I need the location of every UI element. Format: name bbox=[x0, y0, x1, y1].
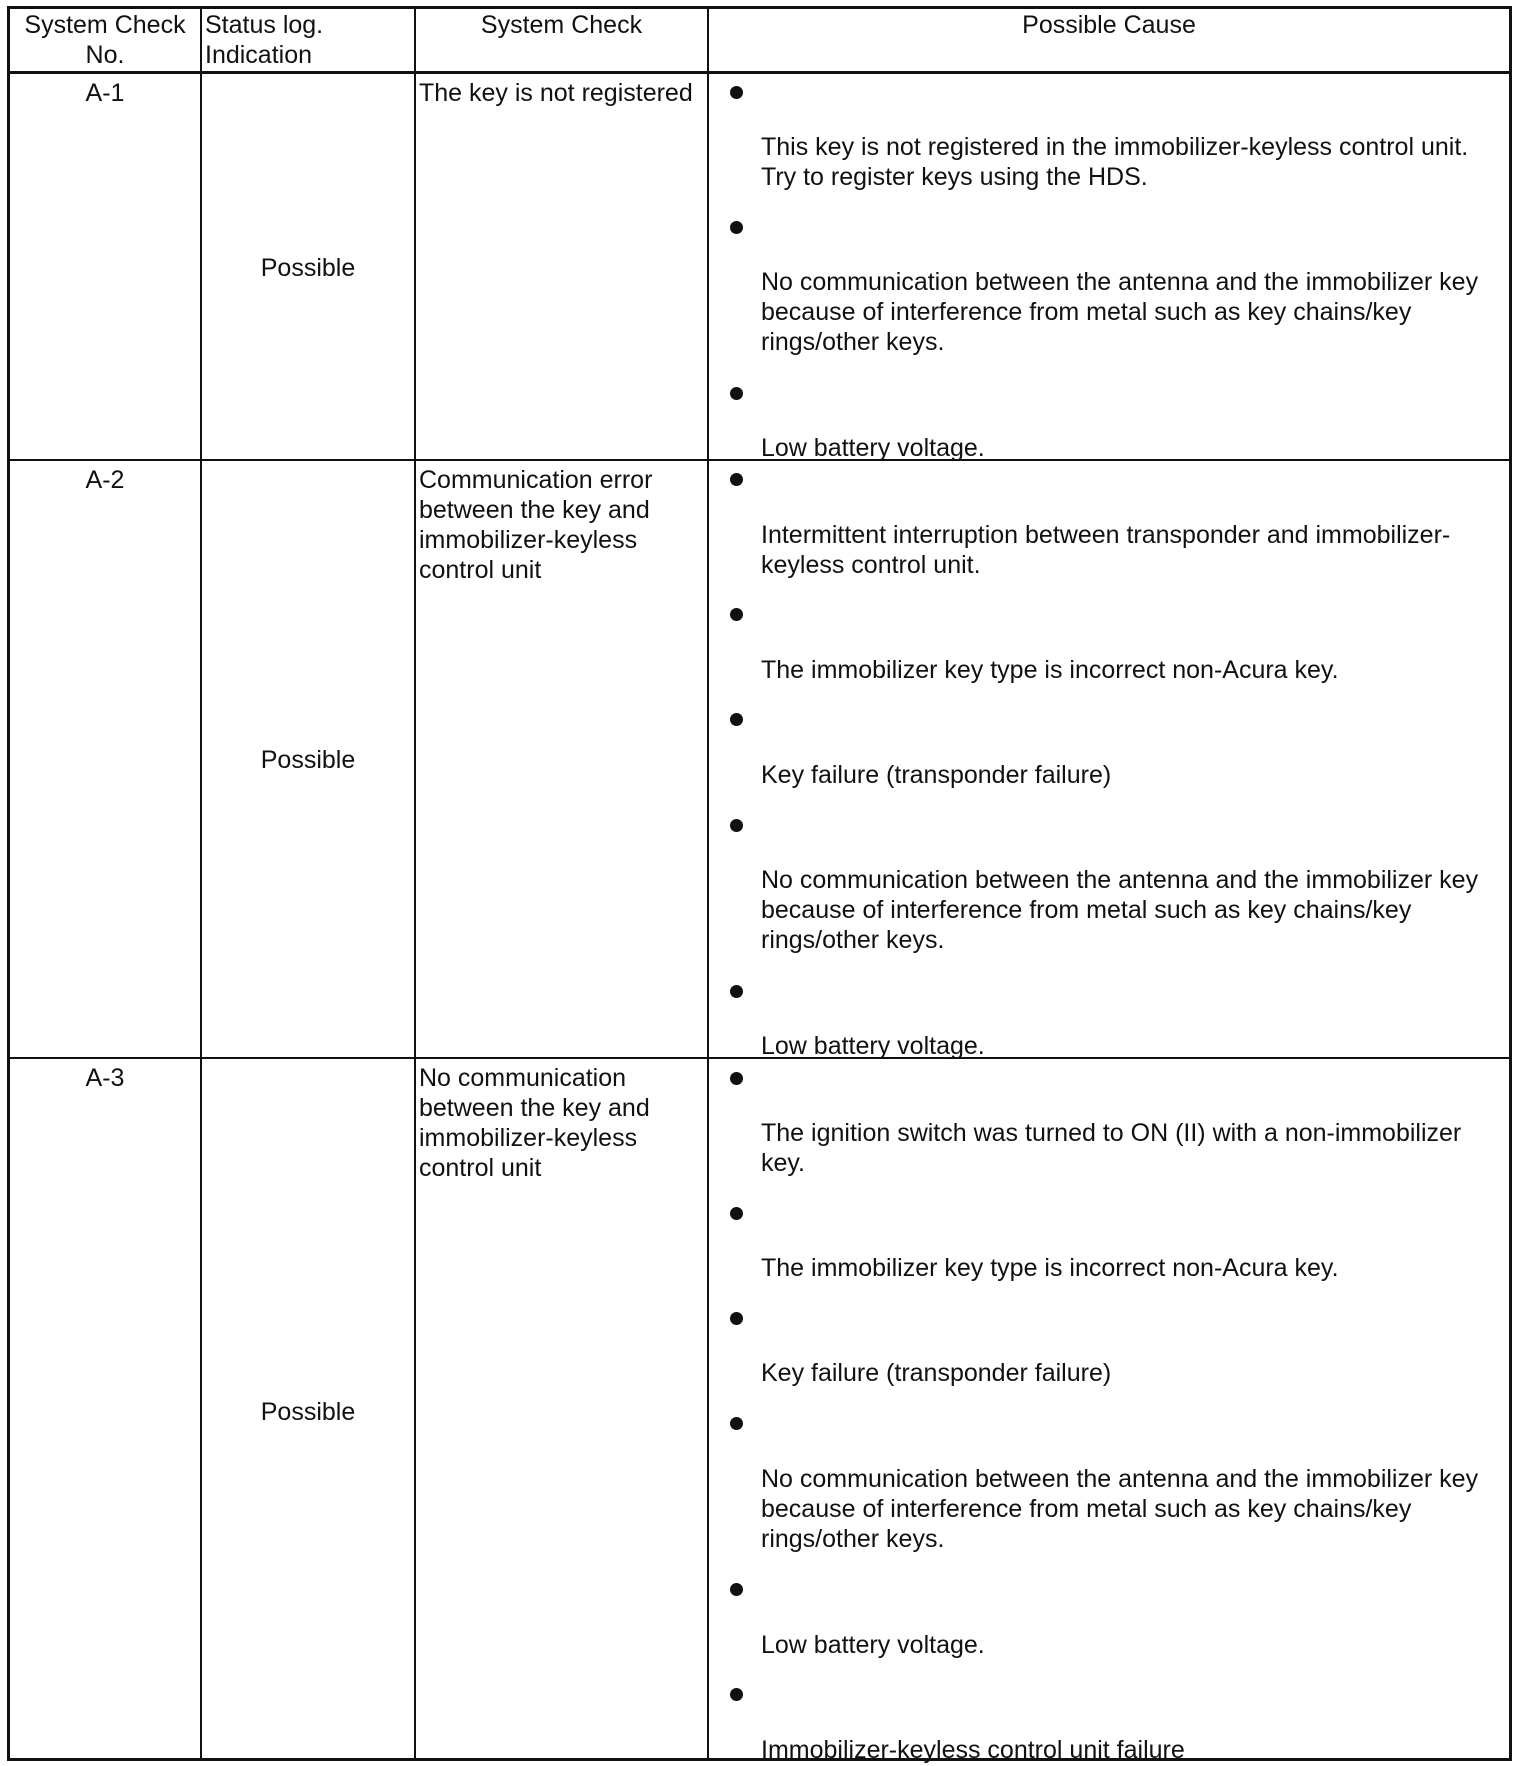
row-a1-status: Possible bbox=[260, 254, 356, 282]
row-a3-number: A-3 bbox=[85, 1064, 125, 1092]
bullet-icon bbox=[730, 473, 743, 486]
row-a3-cause: The ignition switch was turned to ON (II) with a non-immobilizer key. bbox=[761, 1119, 1462, 1177]
header-status-line2: Indication bbox=[205, 41, 313, 69]
row-a1-cause: This key is not registered in the immobilizer-keyless control unit. Try to register keys using the HDS. bbox=[761, 133, 1469, 191]
bullet-icon bbox=[730, 387, 743, 400]
row-a2-number: A-2 bbox=[85, 466, 125, 494]
bullet-icon bbox=[730, 713, 743, 726]
row-a2-status: Possible bbox=[260, 746, 356, 774]
row-a2-cause: Key failure (transponder failure) bbox=[761, 761, 1112, 789]
row-a3-cause: No communication between the antenna and the immobilizer key because of interference from metal such as key chains/key rings/other keys. bbox=[761, 1465, 1479, 1553]
row-a3-cause: Immobilizer-keyless control unit failure bbox=[761, 1736, 1185, 1764]
row-a1-number: A-1 bbox=[85, 79, 125, 107]
bullet-icon bbox=[730, 1417, 743, 1430]
bullet-icon bbox=[730, 819, 743, 832]
row-a1-check-line: The key is not registered bbox=[419, 79, 693, 107]
row-a3-status: Possible bbox=[260, 1398, 356, 1426]
bullet-icon bbox=[730, 985, 743, 998]
header-status-line1: Status log. bbox=[205, 11, 324, 39]
row-a2-cause: Low battery voltage. bbox=[761, 1032, 985, 1060]
row-a3-check-line: immobilizer-keyless bbox=[419, 1124, 638, 1152]
header-system-check: System Check bbox=[480, 11, 643, 39]
bullet-icon bbox=[730, 1312, 743, 1325]
row-a3-cause: The immobilizer key type is incorrect non-Acura key. bbox=[761, 1254, 1339, 1282]
row-a3-cause: Key failure (transponder failure) bbox=[761, 1359, 1112, 1387]
row-a3-check-line: No communication bbox=[419, 1064, 627, 1092]
row-a2-cause: The immobilizer key type is incorrect non-Acura key. bbox=[761, 656, 1339, 684]
header-no-line1: System Check bbox=[24, 11, 186, 39]
row-a2-check-line: control unit bbox=[419, 556, 542, 584]
bullet-icon bbox=[730, 221, 743, 234]
bullet-icon bbox=[730, 86, 743, 99]
row-a3-check-line: control unit bbox=[419, 1154, 542, 1182]
header-divider bbox=[7, 71, 1512, 74]
row-a2-check-line: between the key and bbox=[419, 496, 650, 524]
bullet-icon bbox=[730, 1583, 743, 1596]
bullet-icon bbox=[730, 1072, 743, 1085]
row-a3-check-line: between the key and bbox=[419, 1094, 650, 1122]
row-a2-check-line: Communication error bbox=[419, 466, 653, 494]
bullet-icon bbox=[730, 1207, 743, 1220]
row-a2-check-line: immobilizer-keyless bbox=[419, 526, 638, 554]
header-possible-cause: Possible Cause bbox=[1022, 11, 1196, 39]
column-divider bbox=[707, 6, 709, 1761]
row-a1-cause: No communication between the antenna and the immobilizer key because of interference from metal such as key chains/key rings/other keys. bbox=[761, 268, 1479, 356]
row-a3-cause: Low battery voltage. bbox=[761, 1631, 985, 1659]
bullet-icon bbox=[730, 608, 743, 621]
row-a1-cause: Low battery voltage. bbox=[761, 434, 985, 462]
bullet-icon bbox=[730, 1688, 743, 1701]
header-no-line2: No. bbox=[85, 41, 125, 69]
row-a2-cause: Intermittent interruption between transponder and immobilizer-keyless control unit. bbox=[761, 521, 1451, 579]
row-a2-cause: No communication between the antenna and the immobilizer key because of interference from metal such as key chains/key rings/other keys. bbox=[761, 866, 1479, 954]
column-divider bbox=[414, 6, 416, 1761]
